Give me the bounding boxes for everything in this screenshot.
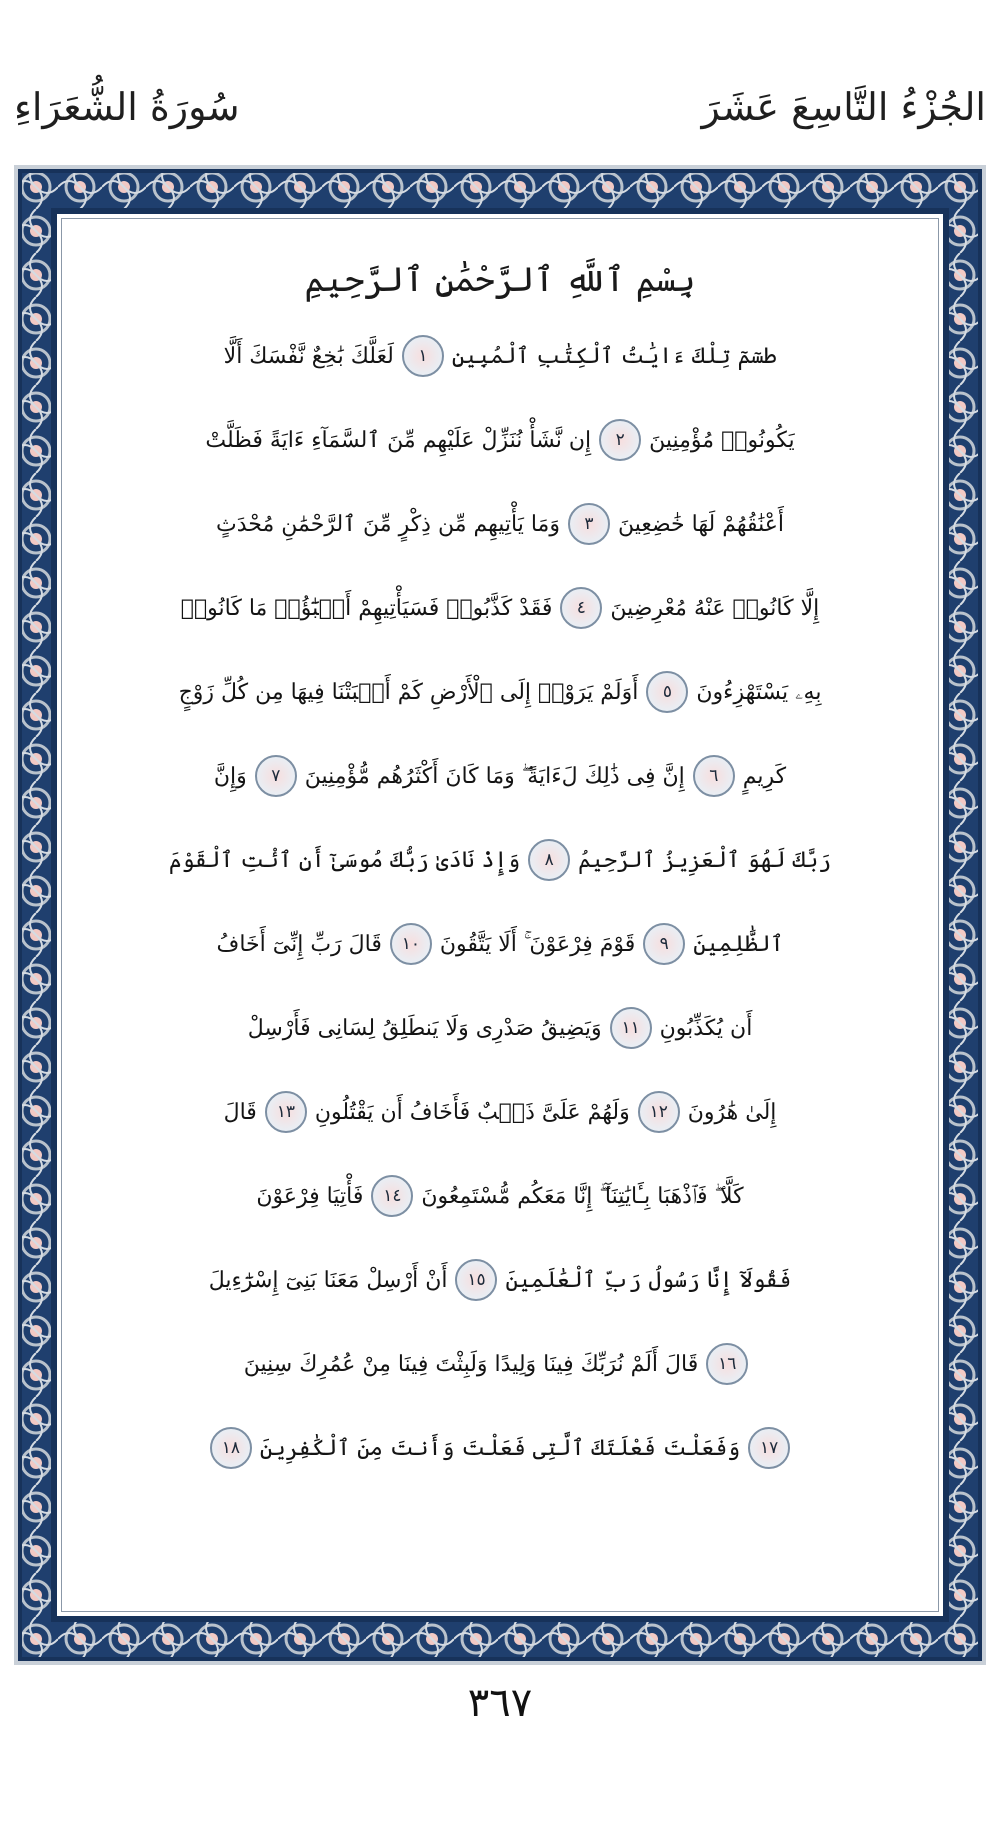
ayah-number-marker: ١١	[610, 1007, 652, 1049]
ayah-number-marker: ١٥	[455, 1259, 497, 1301]
verse-text: أَعْنَٰقُهُمْ لَهَا خَٰضِعِينَ	[617, 511, 784, 537]
ayah-number-marker: ٢	[599, 419, 641, 461]
verse-line	[62, 1406, 938, 1490]
verse-text: وَمَا يَأْتِيهِم مِّن ذِكْرٍ مِّنَ ٱلرَّحْمَٰنِ مُحْدَثٍ	[216, 511, 560, 537]
verse-line	[62, 986, 938, 1070]
verse-text: لَعَلَّكَ بَٰخِعٌ نَّفْسَكَ أَلَّا	[223, 343, 394, 369]
verse-text: وَإِذْ نَادَىٰ رَبُّكَ مُوسَىٰٓ أَنِ ٱئْتِ ٱلْقَوْمَ	[168, 847, 521, 873]
verse-text: وَلَهُمْ عَلَىَّ ذَنۢبٌ فَأَخَافُ أَن يَقْتُلُونِ	[314, 1099, 630, 1125]
ayah-number-marker: ١٠	[390, 923, 432, 965]
verse-text: إِنَّ فِى ذَٰلِكَ لَءَايَةً ۖ وَمَا كَانَ أَكْثَرُهُم مُّؤْمِنِينَ	[304, 763, 685, 789]
surah-name: سُورَةُ الشُّعَرَاءِ	[14, 85, 240, 129]
verse-text: وَإِنَّ	[213, 763, 247, 789]
verse-text: فَقُولَآ إِنَّا رَسُولُ رَبِّ ٱلْعَٰلَمِينَ	[505, 1267, 792, 1293]
ayah-number-marker: ١٢	[638, 1091, 680, 1133]
ayah-number-marker: ١	[402, 335, 444, 377]
verse-text: أَنْ أَرْسِلْ مَعَنَا بَنِىٓ إِسْرَٰٓءِيلَ	[208, 1267, 448, 1293]
basmala: بِسْمِ ٱللَّهِ ٱلرَّحْمَٰنِ ٱلرَّحِيمِ	[304, 260, 696, 300]
page-number: ٣٦٧	[467, 1680, 533, 1726]
ayah-number-marker: ١٨	[210, 1427, 252, 1469]
text-panel	[62, 219, 938, 1611]
verse-line	[62, 1070, 938, 1154]
juz-name: الجُزْءُ التَّاسِعَ عَشَرَ	[701, 85, 986, 129]
ayah-number-marker: ٩	[643, 923, 685, 965]
verse-text: رَبَّكَ لَهُوَ ٱلْعَزِيزُ ٱلرَّحِيمُ	[578, 847, 832, 873]
ayah-number-marker: ٦	[693, 755, 735, 797]
ayah-number-marker: ١٣	[265, 1091, 307, 1133]
verse-text: قَالَ رَبِّ إِنِّىٓ أَخَافُ	[216, 931, 382, 957]
verse-text: كَرِيمٍ	[742, 763, 787, 789]
verse-text: إِن نَّشَأْ نُنَزِّلْ عَلَيْهِم مِّنَ ٱلسَّمَآءِ ءَايَةً فَظَلَّتْ	[205, 427, 592, 453]
verse-text: فَقَدْ كَذَّبُوا۟ فَسَيَأْتِيهِمْ أَنۢبَٰٓؤُا۟ مَا كَانُوا۟	[180, 595, 553, 621]
verse-line	[62, 1154, 938, 1238]
verse-text: بِهِۦ يَسْتَهْزِءُونَ	[696, 679, 822, 705]
verse-line	[62, 566, 938, 650]
ayah-number-marker: ٣	[568, 503, 610, 545]
verse-text: قَالَ أَلَمْ نُرَبِّكَ فِينَا وَلِيدًا وَلَبِثْتَ فِينَا مِنْ عُمُرِكَ سِنِينَ	[243, 1351, 699, 1377]
verse-line	[62, 650, 938, 734]
verse-line	[62, 314, 938, 398]
ayah-number-marker: ١٤	[371, 1175, 413, 1217]
verse-text: أَن يُكَذِّبُونِ	[659, 1015, 753, 1041]
verse-line	[62, 1322, 938, 1406]
verse-text: ٱلظَّٰلِمِينَ	[693, 931, 784, 957]
ayah-number-marker: ١٧	[748, 1427, 790, 1469]
verse-text: قَوْمَ فِرْعَوْنَ ۚ أَلَا يَتَّقُونَ	[439, 931, 636, 957]
verse-text: إِلَىٰ هَٰرُونَ	[687, 1099, 777, 1125]
verse-text: فَأْتِيَا فِرْعَوْنَ	[256, 1183, 364, 1209]
verse-text: وَيَضِيقُ صَدْرِى وَلَا يَنطَلِقُ لِسَانِى فَأَرْسِلْ	[247, 1015, 602, 1041]
verse-line	[62, 398, 938, 482]
verse-line	[62, 482, 938, 566]
ayah-number-marker: ٨	[528, 839, 570, 881]
verse-text: إِلَّا كَانُوا۟ عَنْهُ مُعْرِضِينَ	[610, 595, 820, 621]
ayah-number-marker: ١٦	[706, 1343, 748, 1385]
verse-line	[62, 818, 938, 902]
ayah-number-marker: ٧	[255, 755, 297, 797]
verse-text: كَلَّا ۖ فَٱذْهَبَا بِـَٔايَٰتِنَآ ۖ إِنَّا مَعَكُم مُّسْتَمِعُونَ	[421, 1183, 744, 1209]
verse-line	[62, 734, 938, 818]
verse-line	[62, 1238, 938, 1322]
verse-text: أَوَلَمْ يَرَوْا۟ إِلَى ٱلْأَرْضِ كَمْ أَنۢبَتْنَا فِيهَا مِن كُلِّ زَوْجٍ	[178, 679, 639, 705]
page-header	[0, 0, 1000, 160]
ayah-number-marker: ٤	[560, 587, 602, 629]
verse-text: يَكُونُوا۟ مُؤْمِنِينَ	[649, 427, 795, 453]
verse-text: وَفَعَلْتَ فَعْلَتَكَ ٱلَّتِى فَعَلْتَ وَأَنتَ مِنَ ٱلْكَٰفِرِينَ	[259, 1435, 741, 1461]
ayah-number-marker: ٥	[646, 671, 688, 713]
verse-text: قَالَ	[223, 1099, 257, 1125]
verse-text: طسٓمٓ تِلْكَ ءَايَٰتُ ٱلْكِتَٰبِ ٱلْمُبِينِ	[451, 343, 777, 369]
verse-line	[62, 902, 938, 986]
verse-lines	[62, 314, 938, 1490]
